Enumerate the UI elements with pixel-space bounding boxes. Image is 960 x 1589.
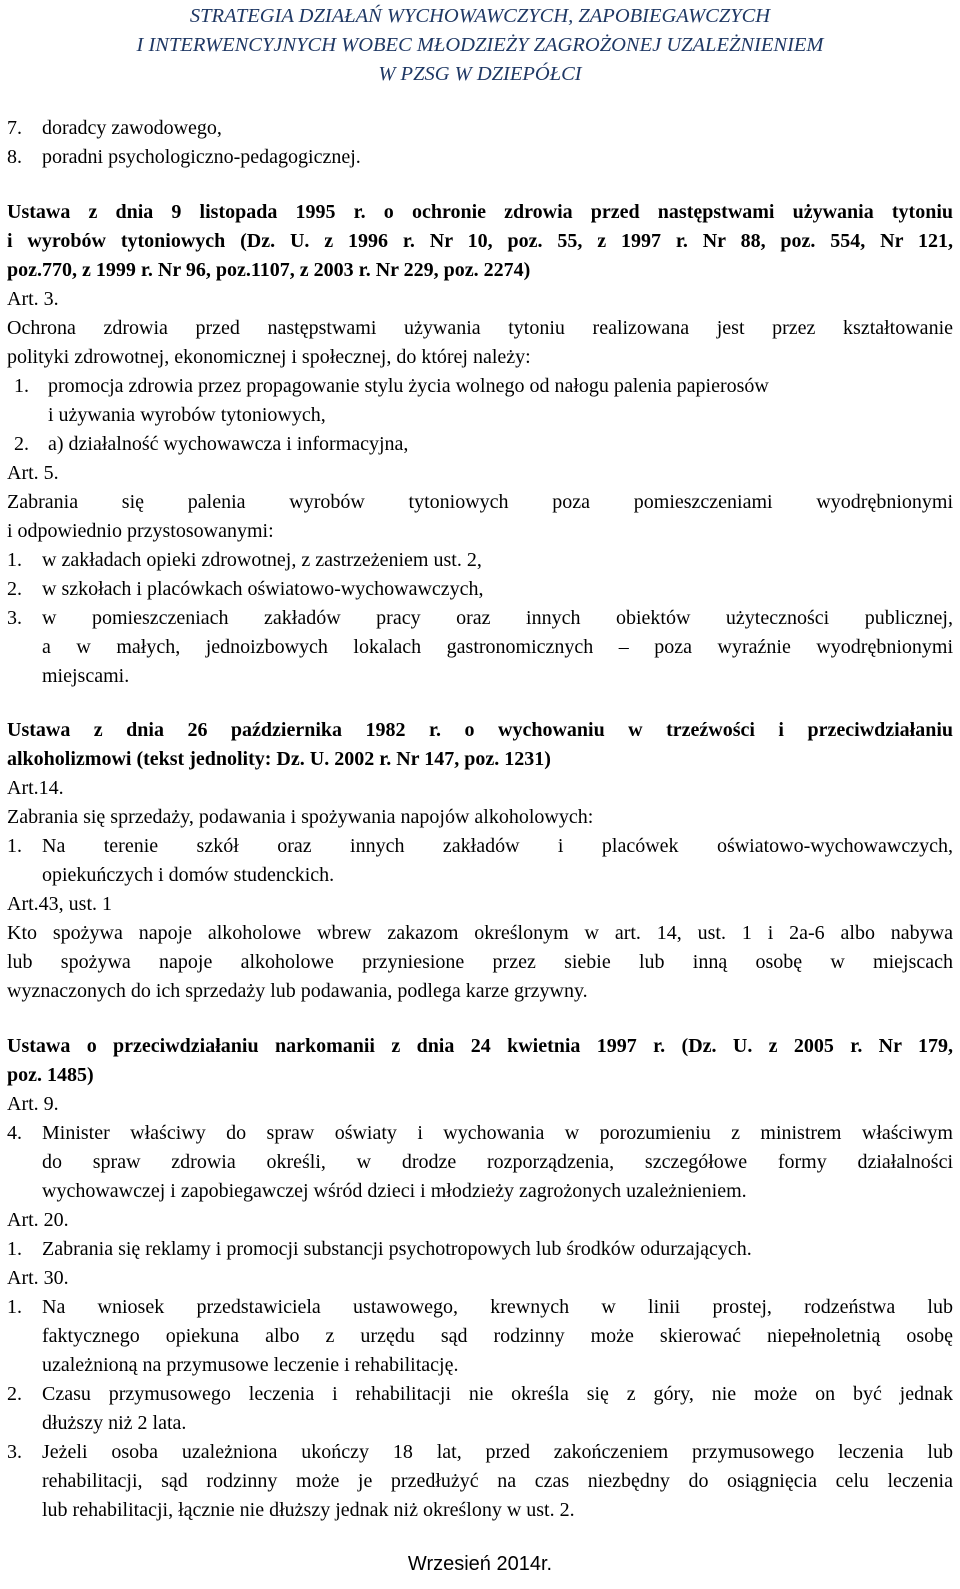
paragraph-line: lub spożywa napoje alkoholowe przyniesione przez siebie lub inną osobę w miejscach xyxy=(7,951,953,973)
list-item: miejscami. xyxy=(42,665,130,687)
article-heading: Art. 3. xyxy=(7,288,59,310)
list-item: poradni psychologiczno-pedagogicznej. xyxy=(42,146,361,168)
list-item: promocja zdrowia przez propagowanie stylu życia wolnego od nałogu palenia papierosów xyxy=(48,375,769,397)
list-item: Na terenie szkół oraz innych zakładów i placówek oświatowo-wychowawczych, xyxy=(42,835,953,857)
list-number: 8. xyxy=(7,146,22,168)
list-item: w pomieszczeniach zakładów pracy oraz innych obiektów użyteczności publicznej, xyxy=(42,607,953,629)
list-item: w zakładach opieki zdrowotnej, z zastrzeżeniem ust. 2, xyxy=(42,549,482,571)
page-header xyxy=(0,2,960,89)
list-item: a w małych, jednoizbowych lokalach gastronomicznych – poza wyraźnie wyodrębnionymi xyxy=(42,636,953,658)
header-line-2: I INTERWENCYJNYCH WOBEC MŁODZIEŻY ZAGROŻONEJ UZALEŻNIENIEM xyxy=(136,34,824,56)
article-heading: Art.43, ust. 1 xyxy=(7,893,112,915)
article-heading: Art. 20. xyxy=(7,1209,69,1231)
list-item: do spraw zdrowia określi, w drodze rozporządzenia, szczegółowe formy działalności xyxy=(42,1151,953,1173)
list-number: 1. xyxy=(7,835,22,857)
section-title: Ustawa z dnia 26 października 1982 r. o wychowaniu w trzeźwości i przeciwdziałaniu xyxy=(7,719,953,741)
header-line-3: W PZSG W DZIEPÓŁCI xyxy=(378,63,582,85)
list-number: 4. xyxy=(7,1122,22,1144)
paragraph-line: Zabrania się palenia wyrobów tytoniowych poza pomieszczeniami wyodrębnionymi xyxy=(7,491,953,513)
article-heading: Art. 9. xyxy=(7,1093,59,1115)
list-number: 2. xyxy=(14,433,29,455)
list-item: doradcy zawodowego, xyxy=(42,117,222,139)
section-title: poz. 1485) xyxy=(7,1064,94,1086)
section-title: i wyrobów tytoniowych (Dz. U. z 1996 r. Nr 10, poz. 55, z 1997 r. Nr 88, poz. 554, Nr 121, xyxy=(7,230,953,252)
list-number: 2. xyxy=(7,578,22,600)
list-item: w szkołach i placówkach oświatowo-wychowawczych, xyxy=(42,578,484,600)
list-item: faktycznego opiekuna albo z urzędu sąd rodzinny może skierować niepełnoletnią osobę xyxy=(42,1325,953,1347)
list-number: 1. xyxy=(7,1296,22,1318)
header-line-1: STRATEGIA DZIAŁAŃ WYCHOWAWCZYCH, ZAPOBIEGAWCZYCH xyxy=(189,5,771,27)
list-number: 1. xyxy=(14,375,29,397)
list-item: i używania wyrobów tytoniowych, xyxy=(48,404,326,426)
list-item: Czasu przymusowego leczenia i rehabilitacji nie określa się z góry, nie może on być jednak xyxy=(42,1383,953,1405)
list-item: uzależnioną na przymusowe leczenie i rehabilitację. xyxy=(42,1354,459,1376)
list-number: 1. xyxy=(7,549,22,571)
list-item: opiekuńczych i domów studenckich. xyxy=(42,864,335,886)
article-heading: Art. 30. xyxy=(7,1267,69,1289)
list-item: a) działalność wychowawcza i informacyjna, xyxy=(48,433,409,455)
paragraph-line: Kto spożywa napoje alkoholowe wbrew zakazom określonym w art. 14, ust. 1 i 2a-6 albo nabywa xyxy=(7,922,953,944)
article-heading: Art. 5. xyxy=(7,462,59,484)
article-heading: Art.14. xyxy=(7,777,64,799)
list-item: Na wniosek przedstawiciela ustawowego, krewnych w linii prostej, rodzeństwa lub xyxy=(42,1296,953,1318)
list-number: 3. xyxy=(7,607,22,629)
list-item: Zabrania się reklamy i promocji substancji psychotropowych lub środków odurzających. xyxy=(42,1238,752,1260)
paragraph-line: polityki zdrowotnej, ekonomicznej i społecznej, do której należy: xyxy=(7,346,531,368)
paragraph-line: Zabrania się sprzedaży, podawania i spożywania napojów alkoholowych: xyxy=(7,806,594,828)
list-item: dłuższy niż 2 lata. xyxy=(42,1412,187,1434)
paragraph-line: Ochrona zdrowia przed następstwami używania tytoniu realizowana jest przez kształtowanie xyxy=(7,317,953,339)
paragraph-line: wyznaczonych do ich sprzedaży lub podawania, podlega karze grzywny. xyxy=(7,980,588,1002)
list-number: 1. xyxy=(7,1238,22,1260)
list-item: lub rehabilitacji, łącznie nie dłuższy jednak niż określony w ust. 2. xyxy=(42,1499,575,1521)
list-item: wychowawczej i zapobiegawczej wśród dzieci i młodzieży zagrożonych uzależnieniem. xyxy=(42,1180,747,1202)
list-number: 7. xyxy=(7,117,22,139)
list-item: Minister właściwy do spraw oświaty i wychowania w porozumieniu z ministrem właściwym xyxy=(42,1122,953,1144)
page-footer: Wrzesień 2014r. xyxy=(407,1553,553,1575)
section-title: alkoholizmowi (tekst jednolity: Dz. U. 2002 r. Nr 147, poz. 1231) xyxy=(7,748,551,770)
paragraph-line: i odpowiednio przystosowanymi: xyxy=(7,520,274,542)
section-title: Ustawa o przeciwdziałaniu narkomanii z dnia 24 kwietnia 1997 r. (Dz. U. z 2005 r. Nr 179, xyxy=(7,1035,953,1057)
list-number: 3. xyxy=(7,1441,22,1463)
section-title: poz.770, z 1999 r. Nr 96, poz.1107, z 2003 r. Nr 229, poz. 2274) xyxy=(7,259,531,281)
section-title: Ustawa z dnia 9 listopada 1995 r. o ochronie zdrowia przed następstwami używania tytoniu xyxy=(7,201,953,223)
list-item: rehabilitacji, sąd rodzinny może je przedłużyć na czas niezbędny do osiągnięcia celu leczenia xyxy=(42,1470,953,1492)
list-item: Jeżeli osoba uzależniona ukończy 18 lat, przed zakończeniem przymusowego leczenia lub xyxy=(42,1441,953,1463)
list-number: 2. xyxy=(7,1383,22,1405)
